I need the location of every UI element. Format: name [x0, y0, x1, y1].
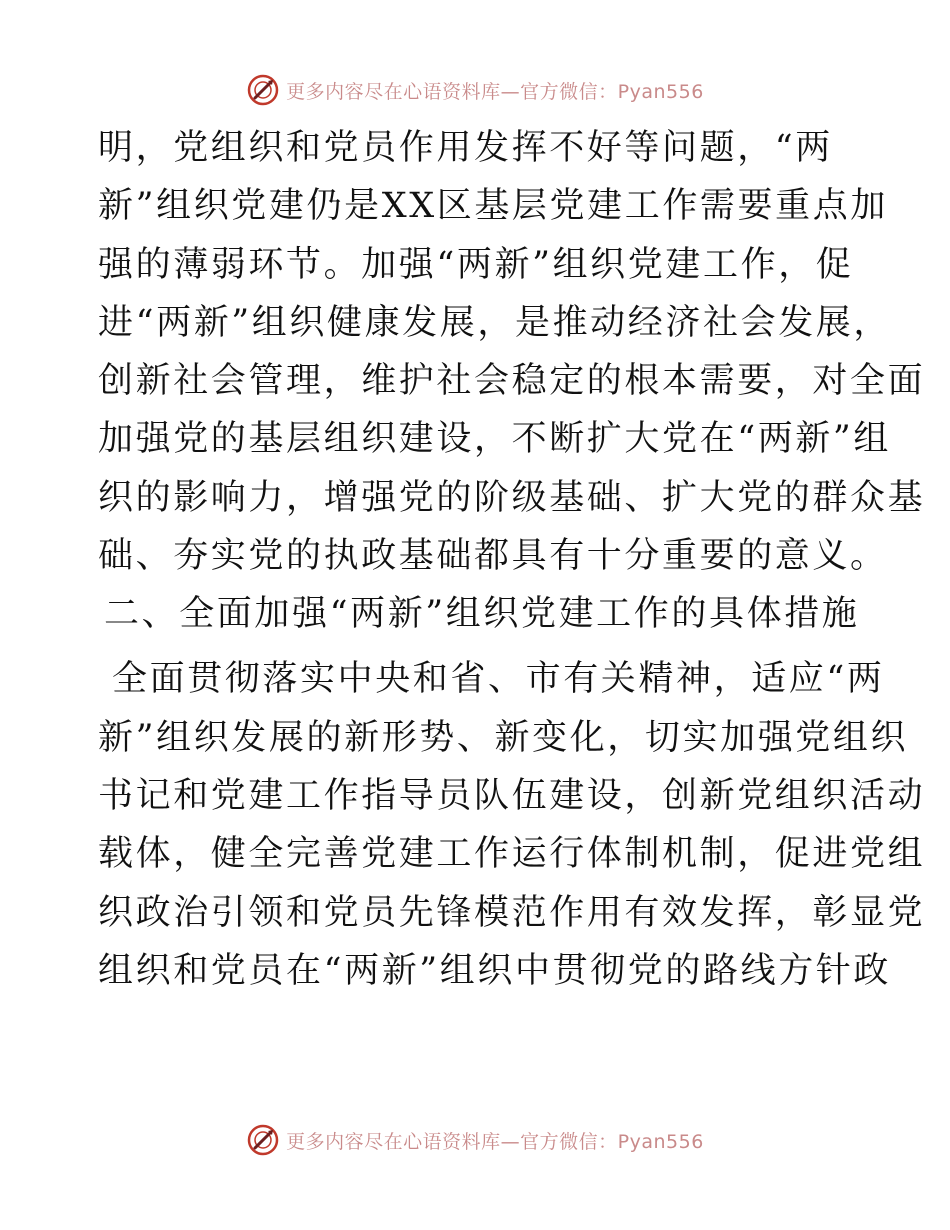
paragraph-2: [98, 657, 926, 993]
text-line: 明，党组织和党员作用发挥不好等问题，“两: [98, 128, 833, 168]
text-line: 进“两新”组织健康发展，是推动经济社会发展，: [98, 302, 891, 343]
text-line: 组织和党员在“两新”组织中贯彻党的路线方针政: [98, 950, 891, 991]
paragraph-1: [98, 126, 926, 579]
document-body: [98, 126, 926, 1007]
text-line: 强的薄弱环节。加强“两新”组织党建工作，促: [98, 244, 854, 285]
text-line: 新”组织发展的新形势、新变化，切实加强党组织: [98, 717, 909, 758]
text-line: 础、夯实党的执政基础都具有十分重要的意义。: [98, 536, 888, 577]
text-line: 织政治引领和党员先锋模范作用有效发挥，彰显党: [98, 892, 926, 933]
text-line: 新”组织党建仍是XX区基层党建工作需要重点加: [98, 186, 888, 227]
text-line: 书记和党建工作指导员队伍建设，创新党组织活动: [98, 775, 926, 816]
footer-watermark: [0, 1120, 950, 1160]
watermark-logo-icon: [246, 73, 280, 107]
watermark-text: 更多内容尽在心语资料库—官方微信：Pyan556: [286, 80, 704, 103]
text-line: 创新社会管理，维护社会稳定的根本需要，对全面: [98, 361, 926, 402]
header-watermark: [0, 70, 950, 110]
text-line: 织的影响力，增强党的阶级基础、扩大党的群众基: [98, 477, 926, 518]
watermark-text: 更多内容尽在心语资料库—官方微信：Pyan556: [286, 1130, 704, 1153]
text-line: 全面贯彻落实中央和省、市有关精神，适应“两: [112, 659, 885, 700]
text-line: 加强党的基层组织建设，不断扩大党在“两新”组: [98, 419, 891, 460]
section-heading: 二、全面加强“两新”组织党建工作的具体措施: [104, 594, 860, 635]
watermark-logo-icon: [246, 1123, 280, 1157]
text-line: 载体，健全完善党建工作运行体制机制，促进党组: [98, 834, 926, 875]
